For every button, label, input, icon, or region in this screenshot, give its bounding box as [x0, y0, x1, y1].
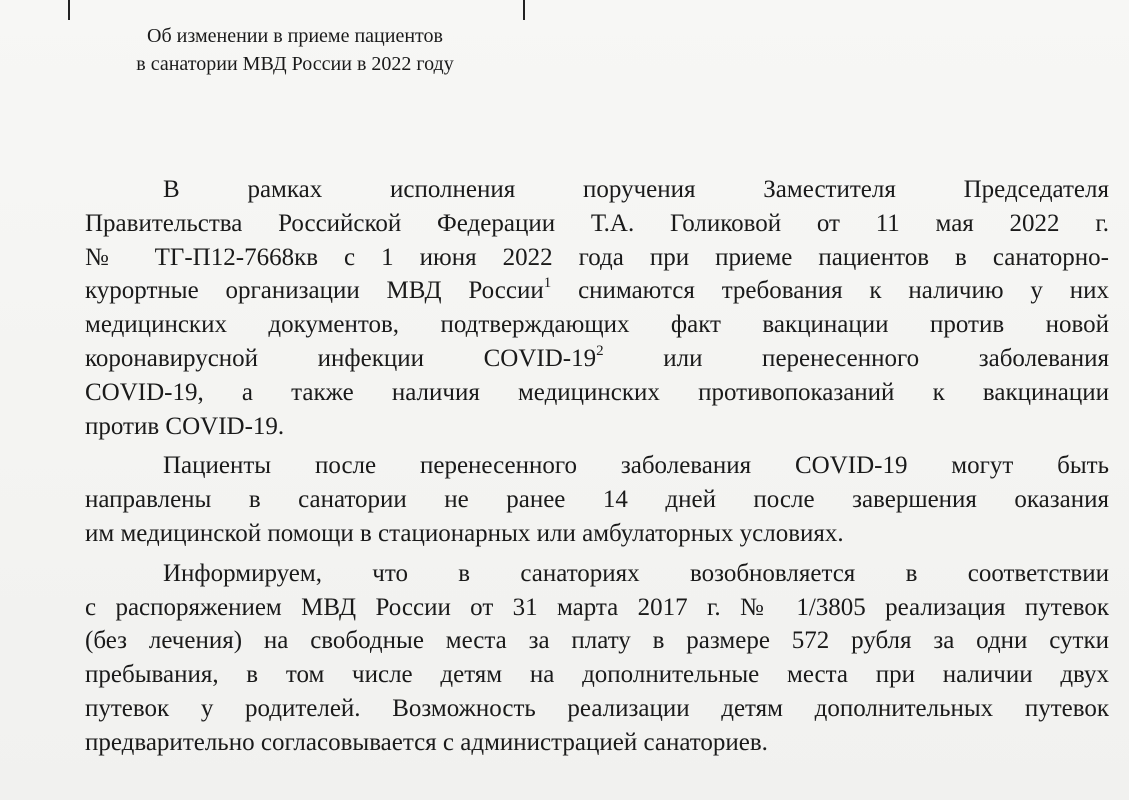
paragraph-1-line-6-text: коронавирусной инфекции COVID-19	[85, 344, 597, 372]
paragraph-1-line-7: COVID-19, а также наличия медицинских противопоказаний к вакцинации	[85, 378, 1109, 406]
paragraph-2-line-1: Пациенты после перенесенного заболевания COVID-19 могут быть	[163, 452, 1109, 480]
footnote-ref-1: 1	[543, 275, 552, 292]
paragraph-3-line-6: предварительно согласовывается с администрацией санаториев.	[85, 728, 768, 756]
document-subject	[95, 22, 495, 78]
paragraph-2-line-2: направлены в санатории не ранее 14 дней после завершения оказания	[85, 486, 1109, 514]
paragraph-2	[85, 449, 1109, 550]
paragraph-1	[85, 173, 1109, 443]
document-body	[85, 173, 1109, 766]
paragraph-1-line-8: против COVID-19.	[85, 412, 285, 440]
paragraph-1-line-4	[85, 274, 1109, 308]
paragraph-3-line-1: Информируем, что в санаториях возобновляется в соответствии	[163, 559, 1109, 587]
paragraph-1-line-1: В рамках исполнения поручения Заместителя Председателя	[163, 176, 1109, 203]
paragraph-1-line-3: № ТГ-П12-7668кв с 1 июня 2022 года при приеме пациентов в санаторно-	[85, 243, 1109, 271]
subject-line-2: в санатории МВД России в 2022 году	[136, 53, 454, 75]
paragraph-2-line-3: им медицинской помощи в стационарных или амбулаторных условиях.	[85, 519, 844, 547]
paragraph-1-line-4-text: курортные организации МВД России	[85, 277, 544, 305]
subject-line-1: Об изменении в приеме пациентов	[147, 25, 443, 47]
paragraph-1-line-5: медицинских документов, подтверждающих факт вакцинации против новой	[85, 311, 1109, 339]
paragraph-3-line-2: с распоряжением МВД России от 31 марта 2017 г. № 1/3805 реализация путевок	[85, 593, 1109, 621]
footnote-ref-2: 2	[596, 342, 604, 359]
paragraph-3	[85, 557, 1109, 760]
corner-mark-right	[523, 0, 525, 20]
corner-mark-left	[68, 0, 70, 20]
paragraph-1-line-2: Правительства Российской Федерации Т.А. Голиковой от 11 мая 2022 г.	[85, 209, 1109, 237]
paragraph-1-line-4-tail: снимаются требования к наличию у них	[551, 277, 1109, 305]
paragraph-3-line-3: (без лечения) на свободные места за плату в размере 572 рубля за одни сутки	[85, 627, 1109, 655]
paragraph-1-line-6	[85, 342, 1109, 376]
paragraph-1-line-6-tail: или перенесенного заболевания	[603, 344, 1109, 372]
paragraph-3-line-4: пребывания, в том числе детям на дополнительные места при наличии двух	[85, 661, 1109, 689]
paragraph-3-line-5: путевок у родителей. Возможность реализации детям дополнительных путевок	[85, 694, 1109, 722]
